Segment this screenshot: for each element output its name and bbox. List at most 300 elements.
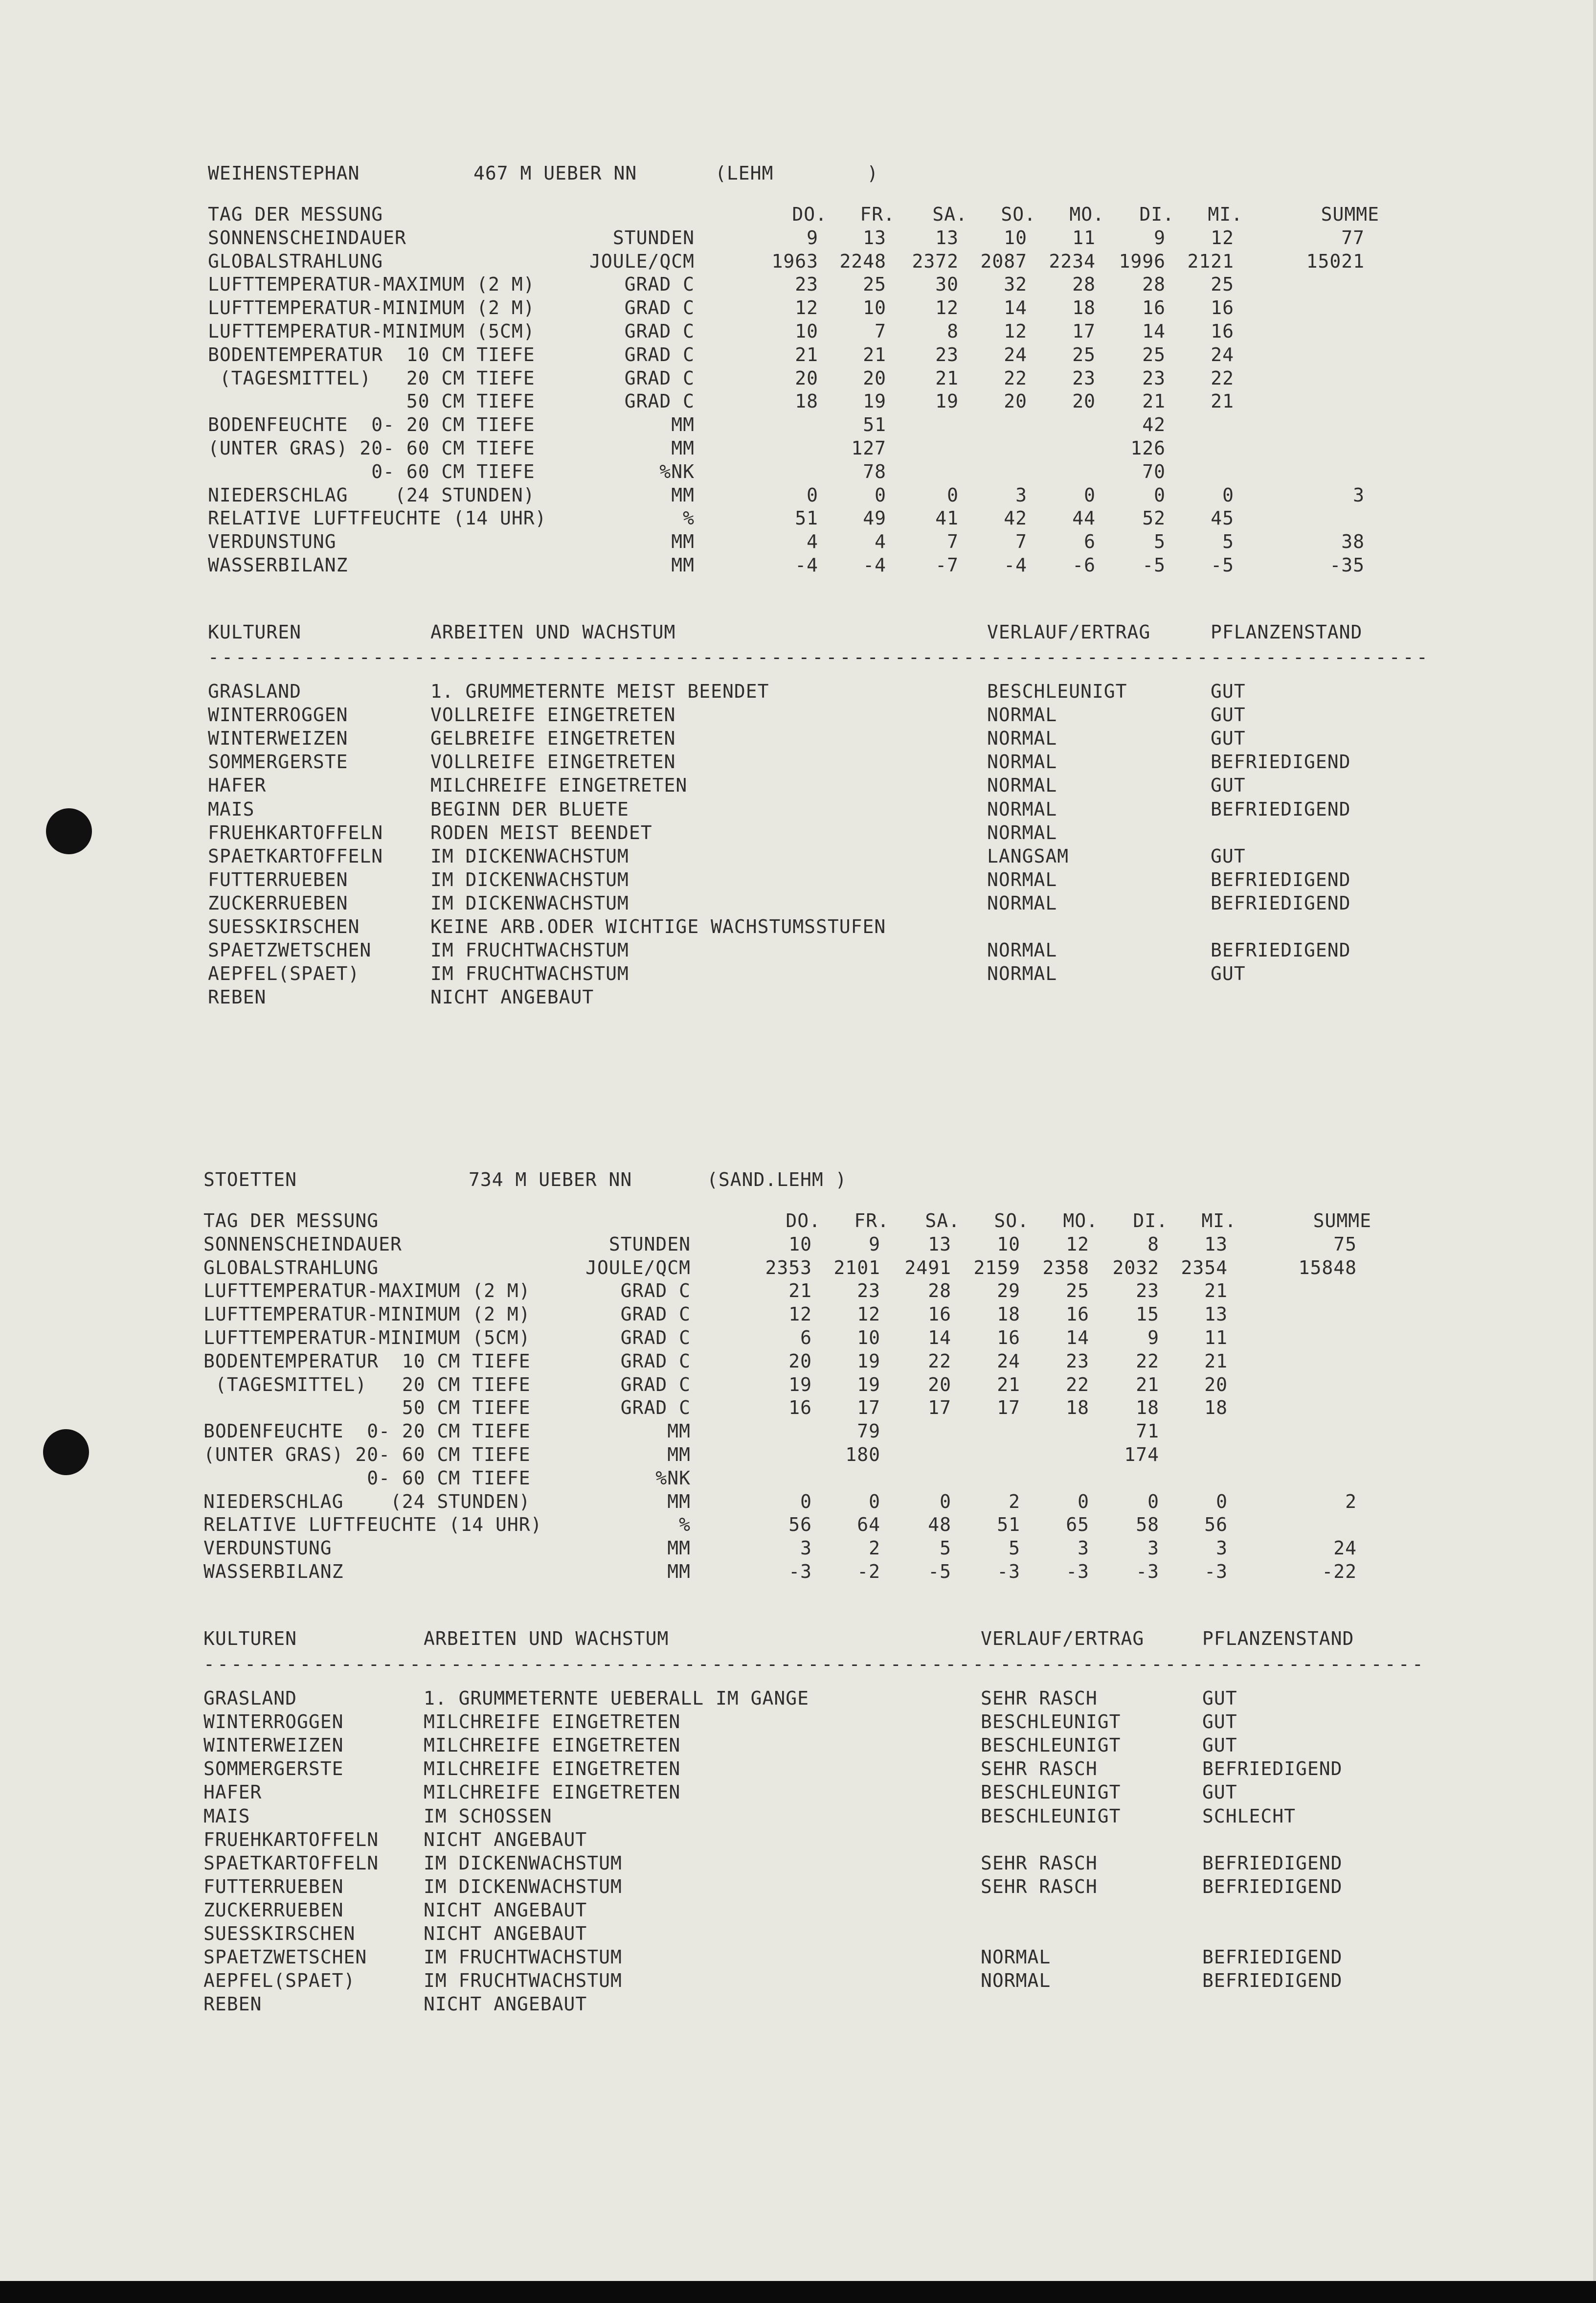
measurement-value: 64: [857, 1514, 880, 1536]
measurement-value: 41: [935, 507, 959, 529]
measurement-unit: GRAD C: [620, 1373, 691, 1395]
measurement-value: 71: [1136, 1420, 1159, 1442]
measurement-value: 12: [788, 1303, 812, 1325]
crop-progress: NORMAL: [981, 1946, 1051, 1968]
measurement-value: 22: [928, 1350, 951, 1372]
measurement-value: 10: [795, 320, 818, 342]
measurement-value: 2101: [833, 1256, 880, 1278]
measurement-value: 30: [935, 274, 959, 296]
measurement-unit: MM: [667, 1561, 691, 1582]
measurement-value: 2372: [912, 250, 959, 272]
measurement-value: 21: [1211, 390, 1234, 412]
measurement-value: -3: [788, 1561, 812, 1582]
crop-work: VOLLREIFE EINGETRETEN: [430, 704, 676, 726]
crop-status: BEFRIEDIGEND: [1211, 892, 1351, 914]
measurement-value: 1996: [1119, 250, 1166, 272]
measurement-value: 17: [997, 1397, 1020, 1419]
crop-status: GUT: [1202, 1711, 1237, 1733]
measurement-value: 5: [1154, 531, 1166, 553]
measurement-value: 17: [928, 1397, 951, 1419]
measurement-value: 25: [1211, 274, 1234, 296]
measurement-value: 51: [795, 507, 818, 529]
crops-header-verlauf: VERLAUF/ERTRAG: [987, 621, 1151, 643]
measurement-value: 16: [1066, 1303, 1089, 1325]
crop-status: SCHLECHT: [1202, 1805, 1296, 1827]
sum-header: SUMME: [1321, 204, 1379, 225]
measurement-label: SONNENSCHEINDAUER: [203, 1233, 402, 1255]
measurement-value: 18: [1204, 1397, 1228, 1419]
measurement-value: 7: [947, 531, 959, 553]
measurement-value: 18: [795, 390, 818, 412]
crop-status: GUT: [1202, 1781, 1237, 1803]
measurement-value: 15: [1136, 1303, 1159, 1325]
measurement-value: 1963: [771, 250, 818, 272]
day-header: SO.: [1001, 204, 1036, 225]
measurement-value: 127: [851, 437, 886, 459]
measurement-value: 48: [928, 1514, 951, 1536]
crop-work: IM DICKENWACHSTUM: [430, 892, 629, 914]
measurement-value: 19: [935, 390, 959, 412]
measurement-label: LUFTTEMPERATUR-MINIMUM (2 M): [208, 297, 535, 319]
soil-type: (LEHM ): [715, 162, 879, 184]
measurement-label: LUFTTEMPERATUR-MINIMUM (5CM): [208, 320, 535, 342]
measurement-value: 6: [800, 1327, 812, 1348]
measurement-value: 0: [947, 484, 959, 506]
measurement-value: 12: [1004, 320, 1027, 342]
measurement-value: 21: [1204, 1350, 1228, 1372]
measurement-unit: GRAD C: [620, 1397, 691, 1419]
crop-name: MAIS: [203, 1805, 250, 1827]
measurement-value: 8: [947, 320, 959, 342]
day-header: SA.: [932, 204, 967, 225]
crop-work: MILCHREIFE EINGETRETEN: [424, 1711, 681, 1733]
measurement-value: 5: [1222, 531, 1234, 553]
crop-work: MILCHREIFE EINGETRETEN: [430, 775, 688, 797]
measurement-value: 21: [863, 343, 886, 365]
measurement-label: BODENTEMPERATUR 10 CM TIEFE: [208, 343, 535, 365]
measurement-value: 8: [1147, 1233, 1159, 1255]
crop-name: SUESSKIRSCHEN: [208, 916, 360, 937]
measurement-value: 0: [1154, 484, 1166, 506]
measurement-unit: %: [683, 507, 695, 529]
measurement-value: 12: [795, 297, 818, 319]
measurement-value: -3: [1136, 1561, 1159, 1582]
measurement-value: 12: [857, 1303, 880, 1325]
measurement-label: BODENFEUCHTE 0- 20 CM TIEFE: [203, 1420, 531, 1442]
day-header: MI.: [1208, 204, 1243, 225]
crop-progress: SEHR RASCH: [981, 1687, 1098, 1709]
measurement-unit: %NK: [659, 460, 695, 482]
crop-status: BEFRIEDIGEND: [1211, 868, 1351, 890]
station-name: STOETTEN: [203, 1169, 297, 1190]
measurement-value: 13: [935, 227, 959, 249]
punch-hole: [43, 1429, 89, 1475]
measurement-value: 18: [1136, 1397, 1159, 1419]
crop-status: GUT: [1211, 704, 1246, 726]
crop-name: SPAETKARTOFFELN: [203, 1852, 379, 1874]
crop-progress: NORMAL: [987, 751, 1057, 773]
measurement-value: 9: [807, 227, 818, 249]
measurement-value: 13: [863, 227, 886, 249]
measurement-value: 32: [1004, 274, 1027, 296]
measurement-value: -4: [1004, 554, 1027, 576]
measurement-label: RELATIVE LUFTFEUCHTE (14 UHR): [208, 507, 547, 529]
measurement-value: 2121: [1187, 250, 1234, 272]
measurement-unit: GRAD C: [620, 1327, 691, 1348]
measurement-value: 16: [1142, 297, 1166, 319]
measurement-value: 2: [1009, 1490, 1020, 1512]
measurement-label: WASSERBILANZ: [203, 1561, 344, 1582]
measurement-value: 9: [1147, 1327, 1159, 1348]
measurement-value: 2358: [1042, 1256, 1089, 1278]
measurement-value: 9: [869, 1233, 880, 1255]
measurement-value: -3: [1204, 1561, 1228, 1582]
crop-status: GUT: [1211, 728, 1246, 750]
crop-status: BEFRIEDIGEND: [1211, 751, 1351, 773]
measurement-unit: GRAD C: [624, 320, 695, 342]
table-header-label: TAG DER MESSUNG: [203, 1210, 379, 1231]
measurement-unit: GRAD C: [624, 297, 695, 319]
crop-progress: BESCHLEUNIGT: [981, 1734, 1121, 1756]
measurement-value: 21: [1136, 1373, 1159, 1395]
crops-separator: -----------------------------------------------------------------------------------------: [208, 646, 1430, 668]
measurement-value: 49: [863, 507, 886, 529]
day-header: DI.: [1133, 1210, 1168, 1231]
measurement-value: 19: [863, 390, 886, 412]
measurement-label: (UNTER GRAS) 20- 60 CM TIEFE: [208, 437, 535, 459]
crop-progress: NORMAL: [987, 963, 1057, 985]
measurement-unit: %: [679, 1514, 691, 1536]
measurement-value: 19: [857, 1350, 880, 1372]
crop-work: KEINE ARB.ODER WICHTIGE WACHSTUMSSTUFEN: [430, 916, 886, 937]
measurement-value: 58: [1136, 1514, 1159, 1536]
measurement-value: 0: [807, 484, 818, 506]
measurement-label: LUFTTEMPERATUR-MINIMUM (5CM): [203, 1327, 531, 1348]
measurement-value: 16: [1211, 297, 1234, 319]
crop-name: SUESSKIRSCHEN: [203, 1923, 356, 1944]
measurement-value: 9: [1154, 227, 1166, 249]
measurement-sum: 15021: [1306, 250, 1365, 272]
measurement-value: 44: [1072, 507, 1096, 529]
day-header: FR.: [854, 1210, 889, 1231]
measurement-value: 10: [1004, 227, 1027, 249]
crop-work: GELBREIFE EINGETRETEN: [430, 728, 676, 750]
measurement-value: 126: [1130, 437, 1166, 459]
crop-name: SPAETZWETSCHEN: [208, 939, 372, 961]
crop-progress: LANGSAM: [987, 845, 1069, 867]
measurement-value: 174: [1124, 1444, 1159, 1465]
measurement-value: 2353: [765, 1256, 812, 1278]
measurement-unit: MM: [671, 531, 695, 553]
measurement-value: 0: [940, 1490, 951, 1512]
measurement-sum: -22: [1322, 1561, 1357, 1582]
measurement-label: BODENTEMPERATUR 10 CM TIEFE: [203, 1350, 531, 1372]
crop-status: BEFRIEDIGEND: [1211, 798, 1351, 820]
measurement-value: 22: [1136, 1350, 1159, 1372]
measurement-value: 2159: [973, 1256, 1020, 1278]
measurement-value: 28: [1072, 274, 1096, 296]
crop-progress: SEHR RASCH: [981, 1852, 1098, 1874]
measurement-label: 0- 60 CM TIEFE: [203, 1467, 531, 1489]
measurement-label: WASSERBILANZ: [208, 554, 348, 576]
measurement-unit: JOULE/QCM: [585, 1256, 691, 1278]
measurement-unit: MM: [671, 437, 695, 459]
crops-header-kulturen: KULTUREN: [208, 621, 302, 643]
measurement-value: -7: [935, 554, 959, 576]
crop-work: 1. GRUMMETERNTE MEIST BEENDET: [430, 681, 769, 702]
measurement-value: 23: [935, 343, 959, 365]
measurement-value: 11: [1072, 227, 1096, 249]
crop-status: GUT: [1211, 775, 1246, 797]
measurement-unit: GRAD C: [624, 367, 695, 389]
crop-name: WINTERWEIZEN: [208, 728, 348, 750]
measurement-value: 0: [1216, 1490, 1228, 1512]
measurement-value: 21: [1142, 390, 1166, 412]
measurement-sum: 2: [1345, 1490, 1357, 1512]
measurement-value: 16: [928, 1303, 951, 1325]
crop-name: WINTERROGGEN: [208, 704, 348, 726]
crop-name: HAFER: [203, 1781, 262, 1803]
measurement-unit: %NK: [655, 1467, 691, 1489]
crop-name: SOMMERGERSTE: [208, 751, 348, 773]
measurement-value: 11: [1204, 1327, 1228, 1348]
day-header: FR.: [860, 204, 895, 225]
measurement-value: 2087: [980, 250, 1027, 272]
crop-status: BEFRIEDIGEND: [1202, 1852, 1343, 1874]
crop-work: IM SCHOSSEN: [424, 1805, 552, 1827]
measurement-value: 65: [1066, 1514, 1089, 1536]
crop-work: BEGINN DER BLUETE: [430, 798, 629, 820]
crop-name: REBEN: [208, 986, 267, 1008]
measurement-value: 4: [807, 531, 818, 553]
measurement-value: 13: [1204, 1233, 1228, 1255]
measurement-unit: STUNDEN: [612, 227, 695, 249]
measurement-value: 24: [997, 1350, 1020, 1372]
measurement-unit: GRAD C: [624, 390, 695, 412]
measurement-unit: JOULE/QCM: [589, 250, 695, 272]
crop-work: IM DICKENWACHSTUM: [424, 1875, 622, 1897]
measurement-value: 17: [1072, 320, 1096, 342]
measurement-value: 42: [1004, 507, 1027, 529]
measurement-value: 78: [863, 460, 886, 482]
crop-work: MILCHREIFE EINGETRETEN: [424, 1781, 681, 1803]
day-header: SO.: [994, 1210, 1029, 1231]
measurement-value: 14: [1142, 320, 1166, 342]
crops-header-arbeiten: ARBEITEN UND WACHSTUM: [424, 1628, 669, 1649]
crop-name: SOMMERGERSTE: [203, 1758, 344, 1780]
day-header: MO.: [1069, 204, 1104, 225]
crop-name: GRASLAND: [208, 681, 302, 702]
measurement-unit: STUNDEN: [608, 1233, 691, 1255]
measurement-value: 23: [857, 1280, 880, 1302]
day-header: MO.: [1063, 1210, 1098, 1231]
crop-name: MAIS: [208, 798, 255, 820]
measurement-value: -3: [1066, 1561, 1089, 1582]
crop-name: WINTERWEIZEN: [203, 1734, 344, 1756]
measurement-value: 45: [1211, 507, 1234, 529]
measurement-value: 23: [1142, 367, 1166, 389]
crop-work: IM FRUCHTWACHSTUM: [424, 1970, 622, 1992]
measurement-value: 3: [1216, 1537, 1228, 1559]
day-header: SA.: [925, 1210, 960, 1231]
table-header-label: TAG DER MESSUNG: [208, 204, 383, 225]
measurement-value: 13: [928, 1233, 951, 1255]
crop-status: GUT: [1211, 845, 1246, 867]
crop-name: SPAETKARTOFFELN: [208, 845, 383, 867]
measurement-value: 20: [795, 367, 818, 389]
measurement-value: 21: [1204, 1280, 1228, 1302]
paper-edge: [1593, 0, 1596, 2303]
crop-progress: NORMAL: [987, 892, 1057, 914]
crop-progress: SEHR RASCH: [981, 1758, 1098, 1780]
measurement-value: 25: [863, 274, 886, 296]
measurement-unit: MM: [667, 1444, 691, 1465]
measurement-value: 3: [1015, 484, 1027, 506]
measurement-label: NIEDERSCHLAG (24 STUNDEN): [203, 1490, 531, 1512]
crop-work: NICHT ANGEBAUT: [430, 986, 594, 1008]
sum-header: SUMME: [1313, 1210, 1371, 1231]
measurement-value: 18: [1072, 297, 1096, 319]
measurement-label: VERDUNSTUNG: [203, 1537, 332, 1559]
measurement-value: 20: [1004, 390, 1027, 412]
measurement-value: 10: [788, 1233, 812, 1255]
crop-progress: BESCHLEUNIGT: [981, 1711, 1121, 1733]
measurement-value: 14: [1004, 297, 1027, 319]
measurement-value: 12: [1211, 227, 1234, 249]
measurement-value: -5: [1211, 554, 1234, 576]
measurement-value: 23: [1136, 1280, 1159, 1302]
crop-name: AEPFEL(SPAET): [208, 963, 360, 985]
measurement-value: -5: [928, 1561, 951, 1582]
measurement-value: 28: [928, 1280, 951, 1302]
crop-progress: BESCHLEUNIGT: [981, 1805, 1121, 1827]
crop-status: GUT: [1211, 963, 1246, 985]
measurement-unit: GRAD C: [620, 1280, 691, 1302]
measurement-value: 18: [997, 1303, 1020, 1325]
crops-header-pflanzenstand: PFLANZENSTAND: [1211, 621, 1363, 643]
station-elevation: 734 M UEBER NN: [469, 1169, 632, 1190]
soil-type: (SAND.LEHM ): [707, 1169, 847, 1190]
crop-work: NICHT ANGEBAUT: [424, 1993, 587, 2015]
crop-work: MILCHREIFE EINGETRETEN: [424, 1734, 681, 1756]
measurement-sum: 24: [1333, 1537, 1357, 1559]
measurement-value: 5: [940, 1537, 951, 1559]
measurement-value: 56: [1204, 1514, 1228, 1536]
station-elevation: 467 M UEBER NN: [473, 162, 637, 184]
day-header: DO.: [786, 1210, 821, 1231]
measurement-value: 22: [1211, 367, 1234, 389]
measurement-value: 29: [997, 1280, 1020, 1302]
crops-separator: -----------------------------------------------------------------------------------------: [203, 1653, 1426, 1675]
measurement-unit: GRAD C: [620, 1350, 691, 1372]
measurement-value: 19: [857, 1373, 880, 1395]
measurement-value: 7: [1015, 531, 1027, 553]
crop-status: GUT: [1211, 681, 1246, 702]
crop-name: AEPFEL(SPAET): [203, 1970, 356, 1992]
crop-progress: SEHR RASCH: [981, 1875, 1098, 1897]
crop-name: REBEN: [203, 1993, 262, 2015]
crop-work: NICHT ANGEBAUT: [424, 1828, 587, 1850]
day-header: DO.: [792, 204, 827, 225]
measurement-value: 51: [863, 414, 886, 436]
measurement-value: -4: [795, 554, 818, 576]
measurement-label: VERDUNSTUNG: [208, 531, 337, 553]
measurement-value: -4: [863, 554, 886, 576]
crop-progress: BESCHLEUNIGT: [987, 681, 1127, 702]
measurement-value: 42: [1142, 414, 1166, 436]
measurement-label: 50 CM TIEFE: [203, 1397, 531, 1419]
measurement-label: (TAGESMITTEL) 20 CM TIEFE: [208, 367, 535, 389]
measurement-value: 0: [1222, 484, 1234, 506]
measurement-value: 25: [1072, 343, 1096, 365]
measurement-value: 4: [875, 531, 886, 553]
measurement-sum: 75: [1333, 1233, 1357, 1255]
measurement-label: LUFTTEMPERATUR-MAXIMUM (2 M): [203, 1280, 531, 1302]
crop-progress: BESCHLEUNIGT: [981, 1781, 1121, 1803]
measurement-value: 2: [869, 1537, 880, 1559]
measurement-value: 2248: [839, 250, 886, 272]
measurement-label: 50 CM TIEFE: [208, 390, 535, 412]
crop-progress: NORMAL: [987, 704, 1057, 726]
crop-progress: NORMAL: [987, 775, 1057, 797]
measurement-value: 3: [800, 1537, 812, 1559]
measurement-value: 21: [935, 367, 959, 389]
measurement-label: (UNTER GRAS) 20- 60 CM TIEFE: [203, 1444, 531, 1465]
crop-work: NICHT ANGEBAUT: [424, 1923, 587, 1944]
measurement-value: 24: [1004, 343, 1027, 365]
crop-name: FRUEHKARTOFFELN: [208, 821, 383, 844]
measurement-unit: MM: [671, 554, 695, 576]
crop-work: IM FRUCHTWACHSTUM: [424, 1946, 622, 1968]
measurement-value: 21: [997, 1373, 1020, 1395]
measurement-value: 19: [788, 1373, 812, 1395]
measurement-unit: MM: [667, 1537, 691, 1559]
measurement-value: 22: [1004, 367, 1027, 389]
crop-name: SPAETZWETSCHEN: [203, 1946, 367, 1968]
measurement-value: 6: [1084, 531, 1096, 553]
measurement-value: 12: [935, 297, 959, 319]
day-header: MI.: [1201, 1210, 1236, 1231]
crop-status: GUT: [1202, 1734, 1237, 1756]
measurement-sum: 3: [1353, 484, 1365, 506]
crop-name: WINTERROGGEN: [203, 1711, 344, 1733]
crop-work: NICHT ANGEBAUT: [424, 1899, 587, 1921]
measurement-value: 0: [800, 1490, 812, 1512]
crop-work: MILCHREIFE EINGETRETEN: [424, 1758, 681, 1780]
measurement-unit: MM: [671, 414, 695, 436]
measurement-value: 20: [928, 1373, 951, 1395]
crop-work: RODEN MEIST BEENDET: [430, 821, 652, 844]
measurement-value: 21: [795, 343, 818, 365]
measurement-sum: -35: [1329, 554, 1365, 576]
measurement-value: 22: [1066, 1373, 1089, 1395]
crop-work: 1. GRUMMETERNTE UEBERALL IM GANGE: [424, 1687, 809, 1709]
measurement-value: 0: [869, 1490, 880, 1512]
measurement-label: RELATIVE LUFTFEUCHTE (14 UHR): [203, 1514, 542, 1536]
crop-progress: NORMAL: [987, 798, 1057, 820]
crop-status: BEFRIEDIGEND: [1211, 939, 1351, 961]
crop-status: GUT: [1202, 1687, 1237, 1709]
measurement-value: 10: [857, 1327, 880, 1348]
measurement-value: 20: [863, 367, 886, 389]
measurement-sum: 77: [1341, 227, 1365, 249]
measurement-value: 20: [1204, 1373, 1228, 1395]
measurement-value: -6: [1072, 554, 1096, 576]
measurement-label: NIEDERSCHLAG (24 STUNDEN): [208, 484, 535, 506]
crop-name: ZUCKERRUEBEN: [208, 892, 348, 914]
measurement-unit: GRAD C: [624, 274, 695, 296]
measurement-value: 52: [1142, 507, 1166, 529]
